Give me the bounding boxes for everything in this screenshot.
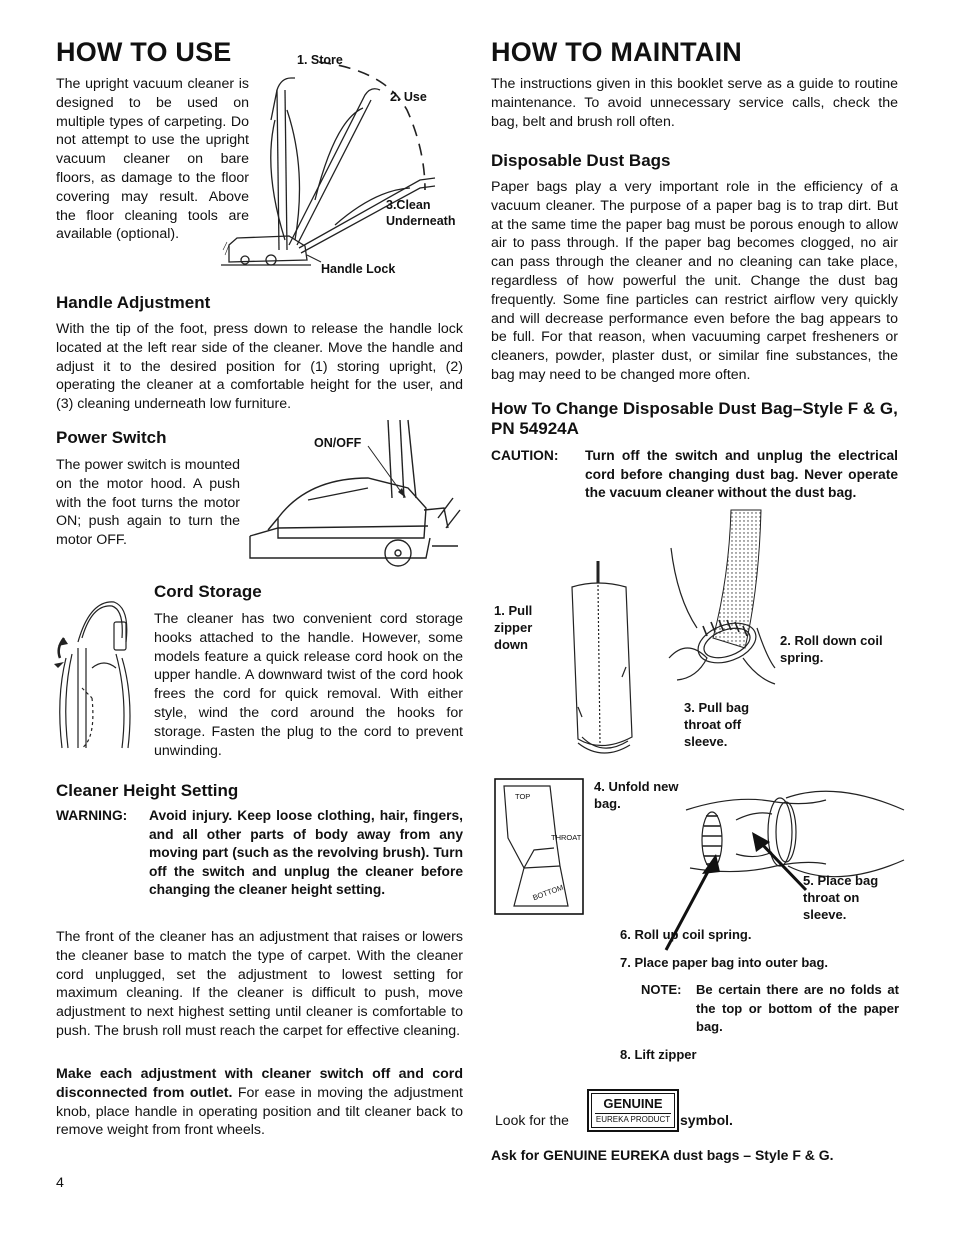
change-bag-title: How To Change Disposable Dust Bag–Style F & G, PN 54924A xyxy=(491,399,898,438)
warning-block xyxy=(56,807,463,900)
caution-label: CAUTION: xyxy=(491,448,559,463)
step-7-label: 7. Place paper bag into outer bag. xyxy=(620,955,829,970)
step-6-label: 6. Roll up coil spring. xyxy=(620,927,752,942)
warning-label: WARNING: xyxy=(56,808,128,823)
instruction-rest: For ease in moving the adjustment knob, place handle in operating position and tilt cleaner back to remove weight from front wheels. xyxy=(56,1084,463,1139)
power-switch-body: The power switch is mounted on the motor hood. A push with the foot turns the motor ON; push again to turn the motor OFF. xyxy=(56,457,240,549)
note-text: Be certain there are no folds at the top or bottom of the paper bag. xyxy=(696,982,899,1034)
look-for-text: Look for the xyxy=(495,1112,569,1128)
badge-bottom-text: EUREKA PRODUCT xyxy=(595,1115,671,1124)
height-setting-instruction xyxy=(56,1065,463,1140)
how-to-maintain-title: HOW TO MAINTAIN xyxy=(491,37,742,67)
cord-storage-title: Cord Storage xyxy=(154,582,262,601)
figure-label-on-off: ON/OFF xyxy=(314,436,362,450)
remove-bag-throat-illustration xyxy=(667,508,777,694)
note-block xyxy=(641,981,899,1037)
caution-block xyxy=(491,447,898,503)
caution-text: Turn off the switch and unplug the electrical cord before changing dust bag. Never operate the vacuum cleaner without the dust bag. xyxy=(585,448,898,501)
how-to-use-title: HOW TO USE xyxy=(56,37,232,67)
step-3-label: 3. Pull bag throat off sleeve. xyxy=(684,700,750,749)
dust-bags-title: Disposable Dust Bags xyxy=(491,151,671,170)
ask-for-genuine-text: Ask for GENUINE EUREKA dust bags – Style F & G. xyxy=(491,1147,834,1163)
power-switch-title: Power Switch xyxy=(56,428,167,447)
handle-adjustment-body: With the tip of the foot, press down to release the handle lock located at the left rear side of the cleaner. Move the handle and adjust it to the desired position for (1) storing upright, (2) operating the cleaner at a comfortable height for the user, and (3) cleaning underneath low furniture. xyxy=(56,321,463,413)
bag-label-top: TOP xyxy=(515,792,531,801)
step-5-label: 5. Place bag throat on sleeve. xyxy=(803,873,879,922)
how-to-use-body: The upright vacuum cleaner is designed to be used on multiple types of carpeting. Do not attempt to use the upright vacuum cleaner on bare floors, as damage to the floor covering may result. Above the floor cleaning tools are available (optional). xyxy=(56,76,249,243)
dust-bags-body: Paper bags play a very important role in the efficiency of a vacuum cleaner. The purpose of a paper bag is to trap dirt. But at the same time the paper bag must be porous enough to allow air to pass through. If the paper bag becomes clogged, no air can pass through the cleaner and no cleaning can take place, regardless of how powerful the unit. Change the dust bag frequently. Some fine particles can restrict airflow very quickly and will decrease performance even before the bag appears to be full. For that reason, when vacuuming carpet fresheners or cleaners, powder, plaster dust, or similar fine substances, the bag may need to be changed more often. xyxy=(491,179,898,383)
handle-positions-illustration xyxy=(215,50,475,280)
height-setting-title: Cleaner Height Setting xyxy=(56,781,239,800)
figure-label-store: 1. Store xyxy=(297,53,343,67)
bag-label-throat: THROAT xyxy=(551,833,582,842)
warning-text: Avoid injury. Keep loose clothing, hair, fingers, and all other parts of body away from any moving part (such as the revolving brush). Turn off the switch and unplug the cleaner before changing the cleaner height setting. xyxy=(149,808,463,898)
motor-hood-illustration xyxy=(248,418,466,568)
step-1-label: 1. Pull zipper down xyxy=(494,603,533,652)
step-2-label: 2. Roll down coil spring. xyxy=(780,633,883,665)
note-label: NOTE: xyxy=(641,982,682,997)
step-4-label: 4. Unfold new bag. xyxy=(594,779,679,811)
figure-label-clean-underneath: 3.Clean Underneath xyxy=(386,198,456,228)
cord-storage-illustration xyxy=(52,598,144,754)
page-number: 4 xyxy=(56,1175,64,1191)
step-8-label: 8. Lift zipper xyxy=(620,1047,697,1062)
how-to-maintain-body: The instructions given in this booklet serve as a guide to routine maintenance. To avoid unnecessary service calls, check the bag, belt and brush roll often. xyxy=(491,76,898,130)
outer-bag-zipper-illustration xyxy=(562,557,642,762)
figure-label-use: 2. Use xyxy=(390,90,427,104)
figure-label-handle-lock: Handle Lock xyxy=(321,262,396,276)
symbol-text: symbol. xyxy=(680,1112,733,1128)
badge-top-text: GENUINE xyxy=(603,1096,663,1111)
height-setting-body: The front of the cleaner has an adjustment that raises or lowers the cleaner base to match the type of carpet. With the cleaner cord unplugged, set the adjustment to lowest setting for maximum cleaning. If the cleaner is difficult to push, move adjustment to next highest setting until cleaner is comfortable to push. The brush roll must reach the carpet for effective cleaning. xyxy=(56,929,463,1039)
cord-storage-body: The cleaner has two convenient cord storage hooks attached to the handle. However, some models feature a quick release cord hook on the upper handle. A downward twist of the cord hook frees the cord for quick removal. With either style, wind the cord around the hooks for storage. Fasten the plug to the cord to prevent unwinding. xyxy=(154,611,463,759)
bag-label-bottom: BOTTOM xyxy=(531,882,565,903)
genuine-eureka-badge xyxy=(587,1089,679,1132)
handle-adjustment-title: Handle Adjustment xyxy=(56,293,211,312)
instruction-bold: Make each adjustment with cleaner switch off and cord disconnected from outlet. xyxy=(56,1066,463,1101)
